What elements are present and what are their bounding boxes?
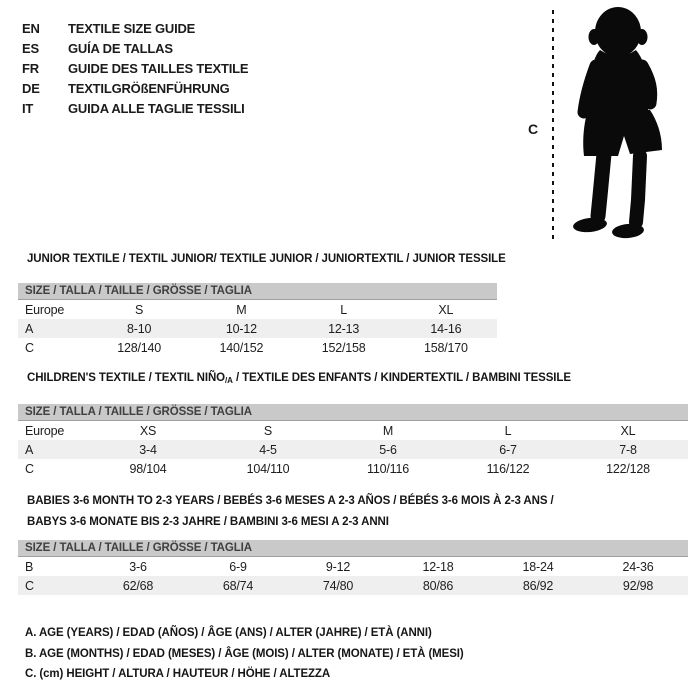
language-row [22,98,248,118]
size-cell: 14-16 [430,321,462,336]
measurement-legend [25,623,464,685]
size-cell: 10-12 [225,321,257,336]
size-cell: XL [438,302,454,317]
language-code: EN [22,20,40,36]
size-cell: 5-6 [379,442,397,457]
size-cell: 18-24 [522,559,554,574]
language-label: TEXTILE SIZE GUIDE [68,20,196,36]
table-row [18,319,497,338]
babies-section-title [27,491,627,532]
junior-size-table [18,283,497,357]
table-row [18,421,688,440]
language-title-list [22,18,248,118]
legend-line-a: A. AGE (YEARS) / EDAD (AÑOS) / ÂGE (ANS) / ALTER (JAHRE) / ETÀ (ANNI) [25,627,432,639]
size-cell: 98/104 [129,461,167,476]
language-code: FR [22,60,39,76]
row-label: C [25,461,34,476]
babies-size-table [18,540,688,595]
size-header-bar: SIZE / TALLA / TAILLE / GRÖSSE / TAGLIA [18,404,688,421]
size-cell: 9-12 [325,559,351,574]
size-cell: 8-10 [127,321,152,336]
size-cell: M [236,302,247,317]
language-row [22,18,248,38]
size-cell: 24-36 [622,559,654,574]
language-code: ES [22,40,39,56]
language-code: DE [22,80,40,96]
table-row [18,300,497,319]
babies-title-line: BABIES 3-6 MONTH TO 2-3 YEARS / BEBÉS 3-6 MESES A 2-3 AÑOS / BÉBÉS 3-6 MOIS À 2-3 ANS / [27,495,554,507]
size-cell: 12-18 [422,559,454,574]
size-cell: 6-7 [499,442,517,457]
size-cell: L [504,423,512,438]
language-code: IT [22,100,34,116]
size-cell: 104/110 [246,461,290,476]
size-cell: 128/140 [117,340,162,355]
size-cell: L [340,302,347,317]
size-cell: 158/170 [423,340,468,355]
size-cell: 152/158 [321,340,366,355]
table-row [18,459,688,478]
size-cell: 86/92 [522,578,554,593]
size-cell: 80/86 [422,578,454,593]
size-cell: 6-9 [229,559,247,574]
size-header-bar: SIZE / TALLA / TAILLE / GRÖSSE / TAGLIA [18,540,688,557]
language-row [22,38,248,58]
language-row [22,78,248,98]
children-size-table [18,404,688,478]
children-title-part: CHILDREN'S TEXTILE / TEXTIL NIÑO [27,372,226,384]
language-label: GUÍA DE TALLAS [68,40,173,56]
language-label: GUIDA ALLE TAGLIE TESSILI [68,100,245,116]
size-cell: 3-6 [129,559,147,574]
table-row [18,576,688,595]
junior-section-title: JUNIOR TEXTILE / TEXTIL JUNIOR/ TEXTILE JUNIOR / JUNIORTEXTIL / JUNIOR TESSILE [27,253,506,265]
babies-title-line: BABYS 3-6 MONATE BIS 2-3 JAHRE / BAMBINI 3-6 MESI A 2-3 ANNI [27,515,389,528]
height-measure-dashed-line [552,10,554,243]
legend-line-c: C. (cm) HEIGHT / ALTURA / HAUTEUR / HÖHE / ALTEZZA [25,668,331,680]
size-cell: 68/74 [222,578,254,593]
size-cell: 4-5 [259,442,277,457]
language-label: TEXTILGRÖßENFÜHRUNG [68,80,230,96]
children-section-title [27,368,571,392]
size-cell: 116/122 [486,461,530,476]
table-row [18,338,497,357]
size-cell: 3-4 [139,442,157,457]
table-row [18,557,688,576]
row-label: Europe [25,423,65,438]
size-cell: 12-13 [328,321,360,336]
row-label: A [25,442,34,457]
toddler-silhouette [560,4,693,244]
size-cell: 92/98 [622,578,654,593]
row-label: C [25,340,34,355]
language-label: GUIDE DES TAILLES TEXTILE [68,60,249,76]
size-cell: XS [139,423,157,438]
size-header-bar: SIZE / TALLA / TAILLE / GRÖSSE / TAGLIA [18,283,497,300]
size-cell: S [263,423,273,438]
size-cell: 122/128 [606,461,650,476]
children-title-part: / TEXTILE DES ENFANTS / KINDERTEXTIL / BAMBINI TESSILE [232,372,571,384]
size-cell: S [135,302,144,317]
table-row [18,440,688,459]
children-title-subscript: /A [225,376,233,385]
size-cell: 110/116 [367,461,409,476]
size-cell: 62/68 [122,578,154,593]
row-label: C [25,578,34,593]
language-row [22,58,248,78]
height-measure-label: C [528,121,539,137]
size-cell: 140/152 [219,340,264,355]
legend-line-b: B. AGE (MONTHS) / EDAD (MESES) / ÂGE (MOIS) / ALTER (MONATE) / ETÀ (MESI) [25,647,464,660]
size-cell: 74/80 [322,578,354,593]
row-label: B [25,559,34,574]
size-cell: M [382,423,394,438]
size-cell: 7-8 [619,442,637,457]
row-label: Europe [25,302,65,317]
size-cell: XL [620,423,636,438]
row-label: A [25,321,34,336]
